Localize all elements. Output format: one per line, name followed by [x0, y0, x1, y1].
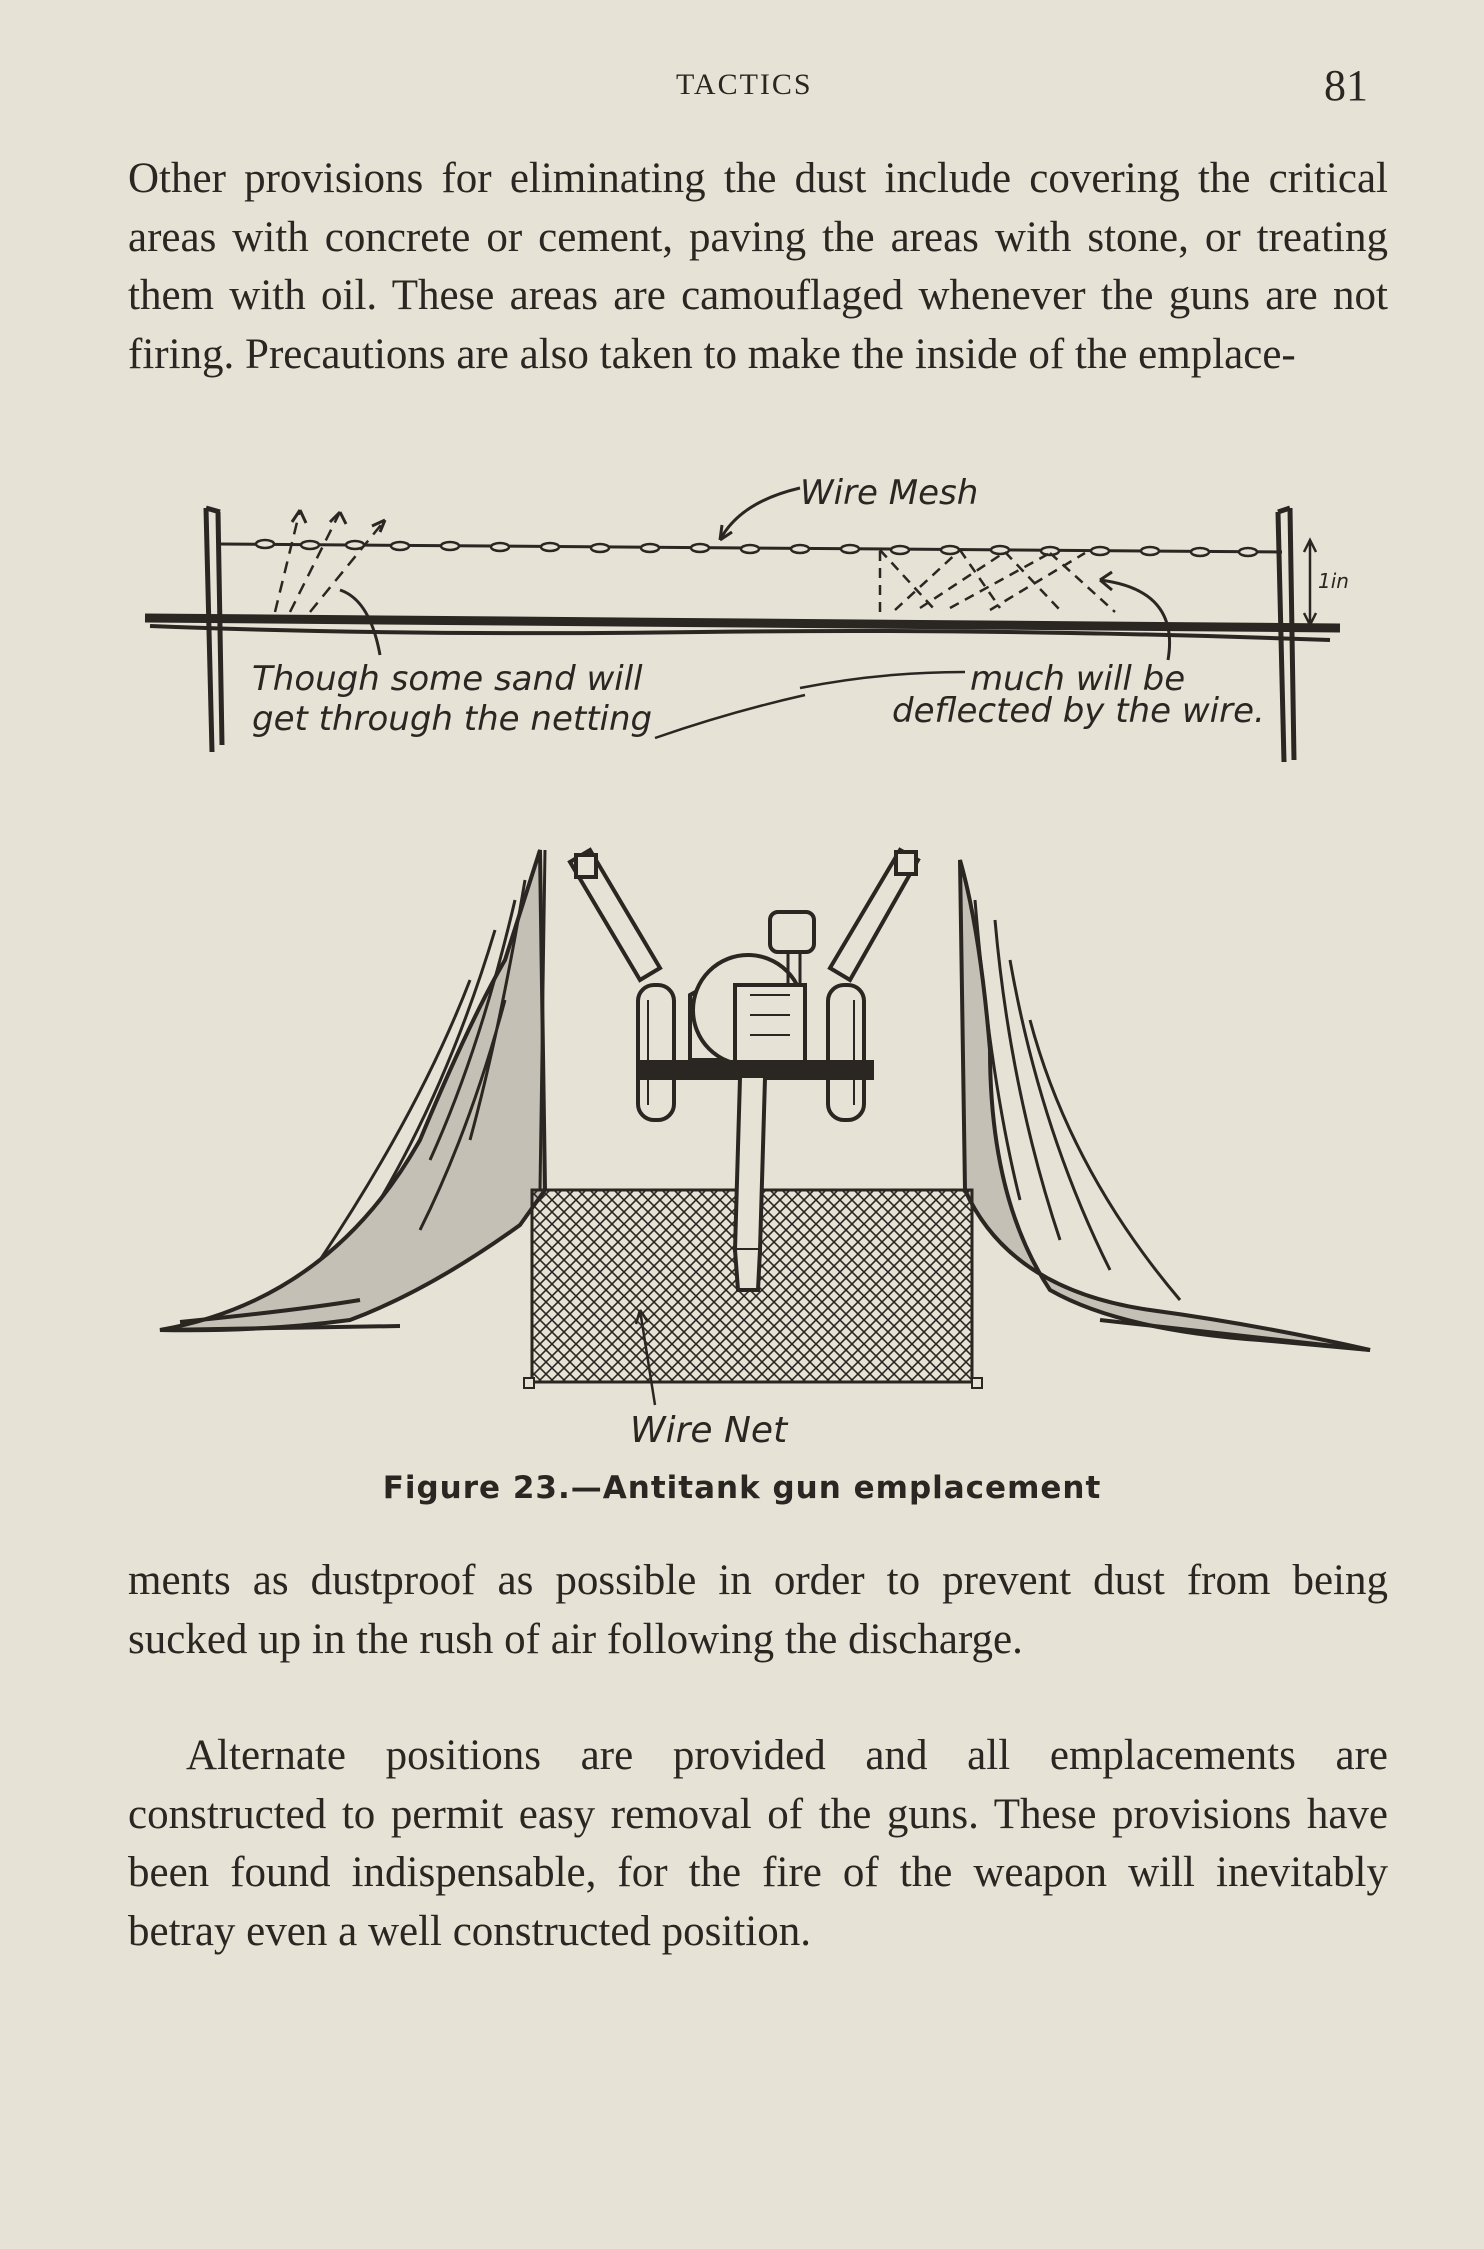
- paragraph-2: ments as dustproof as possible in order to prevent dust from being sucked up in the rush of air following the discharge.: [128, 1557, 1388, 1663]
- label-deflect-line1: much will be: [970, 659, 1186, 699]
- running-title: TACTICS: [676, 68, 813, 101]
- figure-caption: Figure 23.—Antitank gun emplacement: [382, 1470, 1102, 1506]
- ground-line: [145, 618, 1340, 628]
- page-number: 81: [1324, 61, 1368, 110]
- paragraph-1: Other provisions for eliminating the dust include covering the critical areas with concrete or cement, paving the areas with stone, or treating them with oil. These areas are camouflaged whenever the guns are not firing. Precautions are also taken to make the inside of the emplace-: [128, 155, 1388, 378]
- label-sand-line2: get through the netting: [252, 699, 653, 739]
- right-post: [1278, 508, 1294, 762]
- label-wire-net: Wire Net: [630, 1410, 788, 1451]
- label-sand-line1: Though some sand will: [252, 659, 643, 699]
- label-height-mark: 1in: [1318, 569, 1349, 593]
- left-earth-bank: [160, 850, 545, 1330]
- paragraph-3: Alternate positions are provided and all emplacements are constructed to permit easy removal of the guns. These provisions have been found indispensable, for the fire of the weapon will inevitably betray even a well constructed position.: [128, 1732, 1388, 1955]
- label-deflect-line2: deflected by the wire.: [892, 691, 1265, 731]
- emplacement-drawing: [160, 850, 1370, 1405]
- label-wire-mesh: Wire Mesh: [800, 473, 979, 513]
